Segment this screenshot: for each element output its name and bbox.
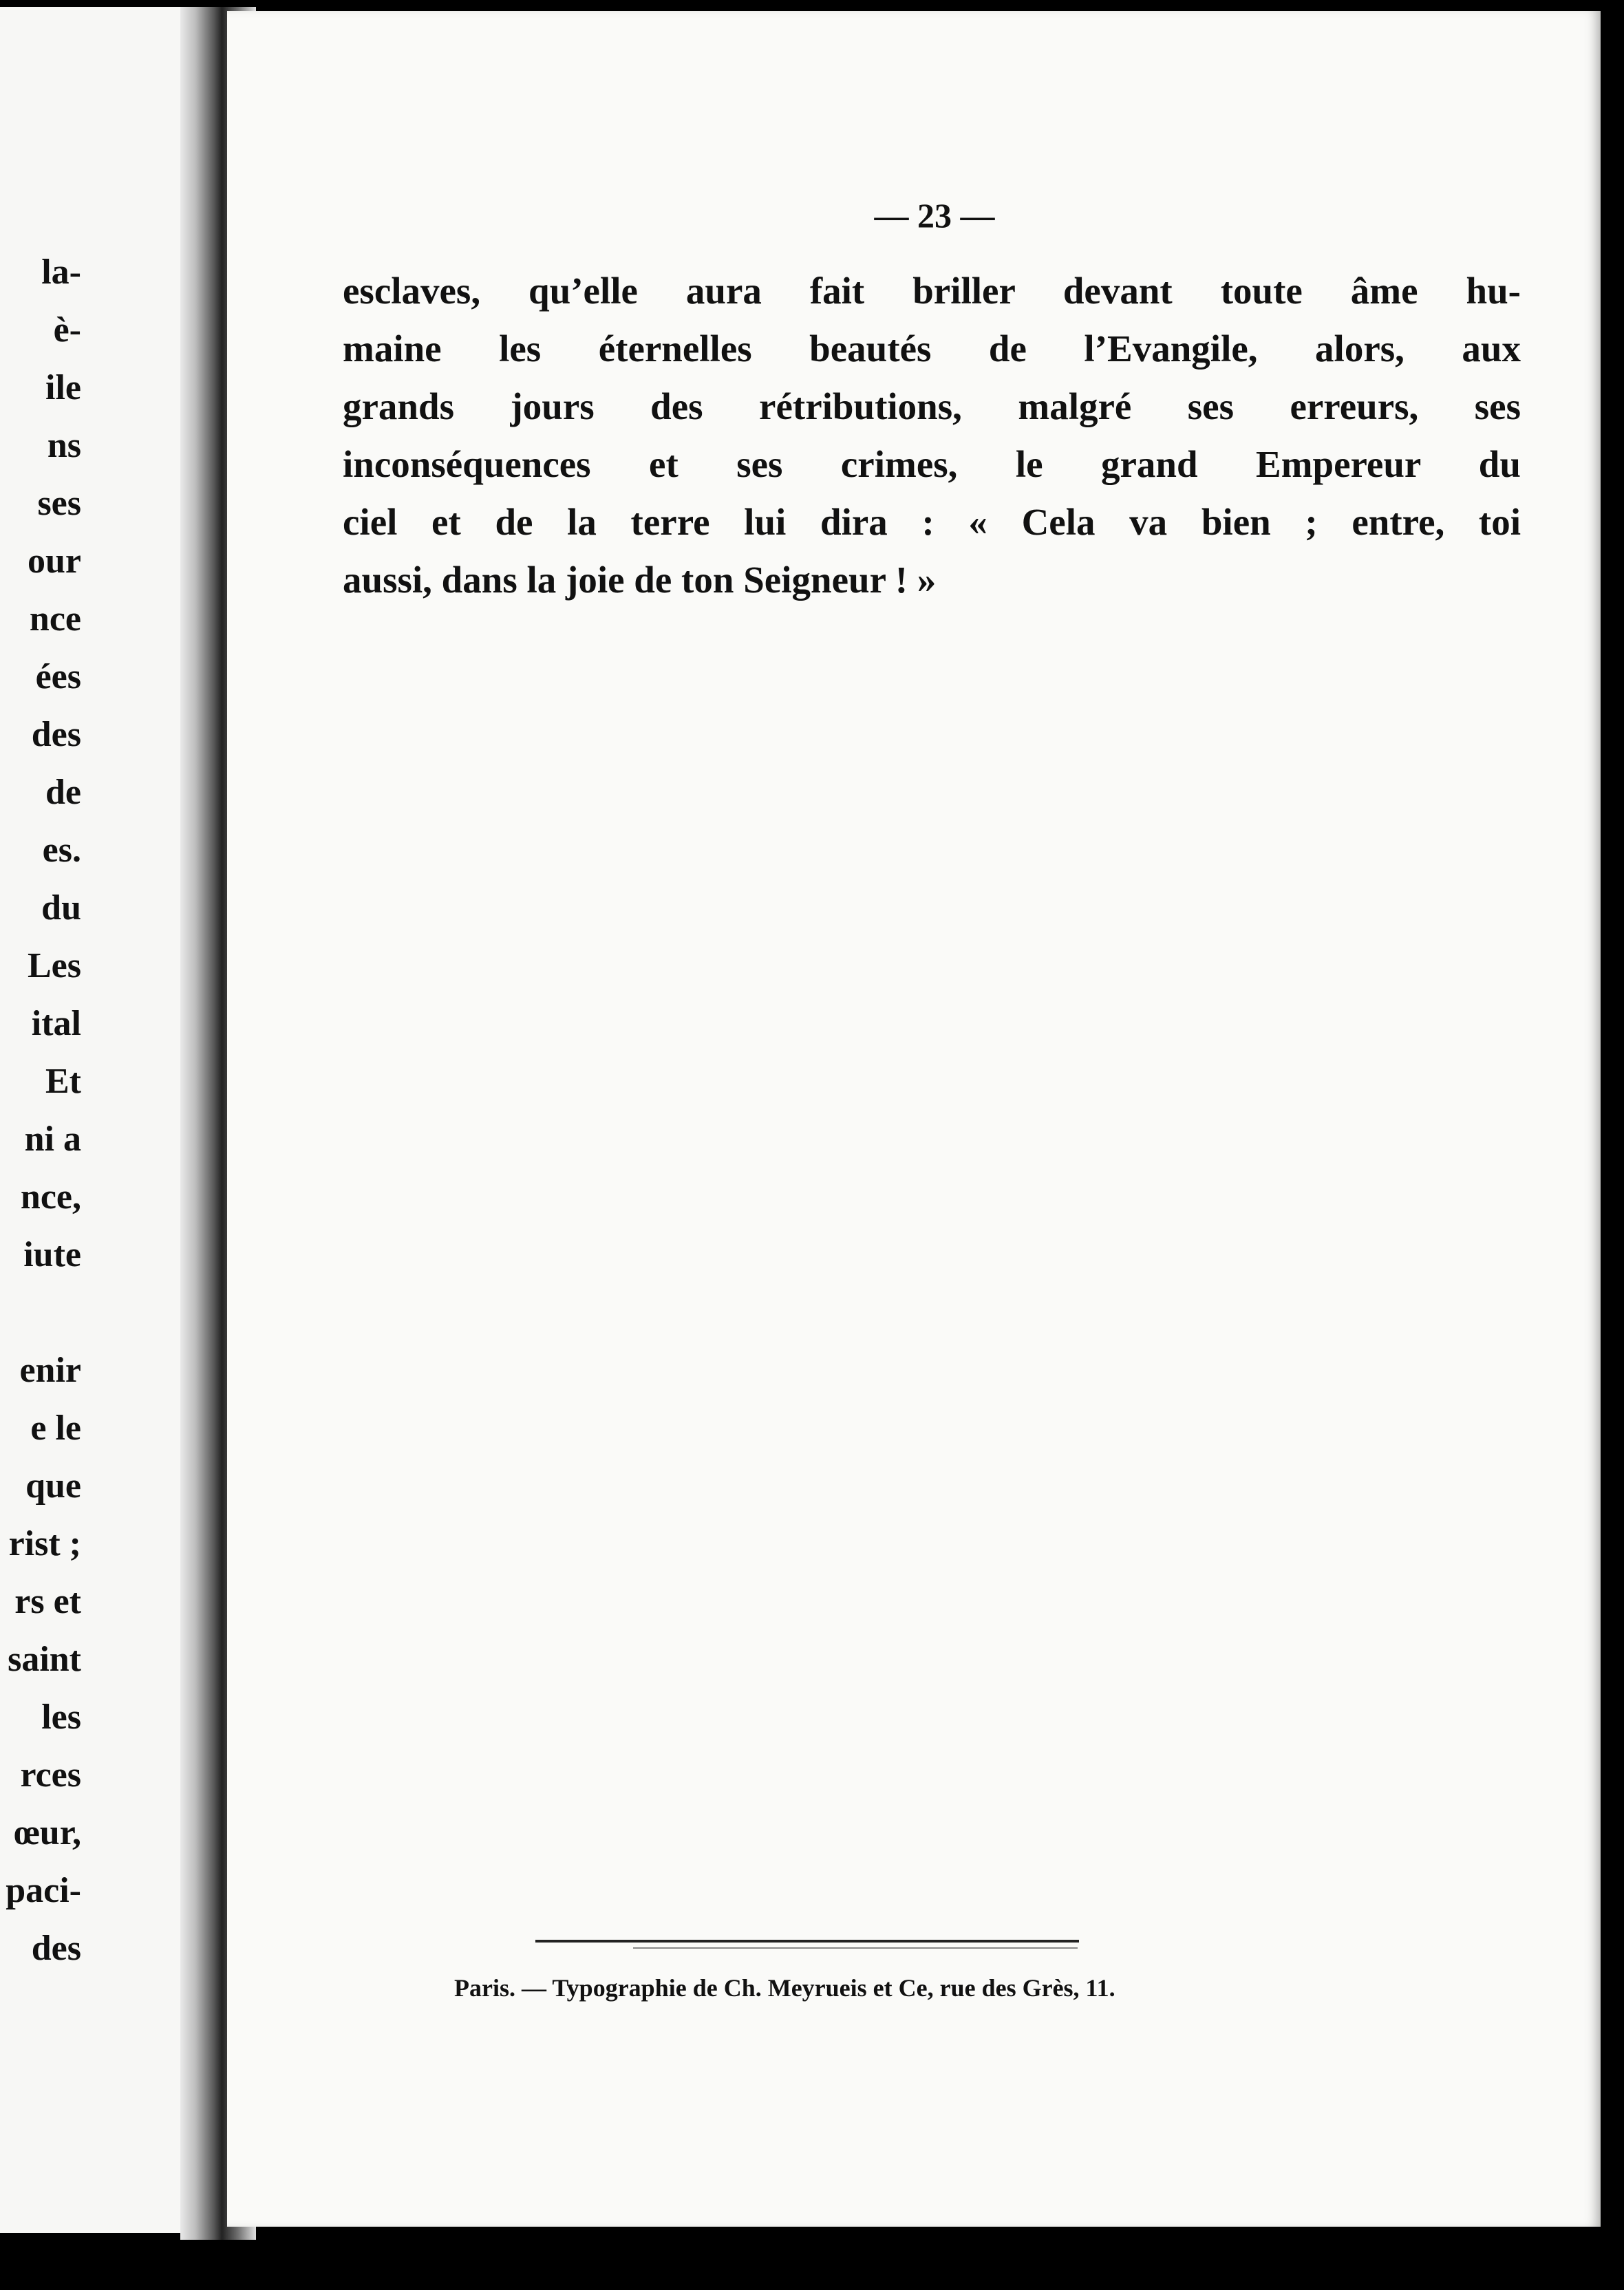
left-page-line: Les xyxy=(28,946,81,985)
body-line: esclaves, qu’elle aura fait briller devant toute âme hu- xyxy=(343,270,1521,312)
imprint-rule-secondary xyxy=(633,1947,1078,1949)
left-page-fragment xyxy=(0,7,206,2233)
left-page-line: saint xyxy=(8,1640,81,1679)
scan-border xyxy=(0,2240,1624,2290)
left-page-line: du xyxy=(41,888,81,928)
left-page-line: nce, xyxy=(20,1177,81,1217)
body-line: aussi, dans la joie de ton Seigneur ! » xyxy=(343,559,937,601)
left-page-line: è- xyxy=(53,310,81,350)
body-line: ciel et de la terre lui dira : « Cela va bien ; entre, toi xyxy=(343,501,1521,543)
body-line: inconséquences et ses crimes, le grand Empereur du xyxy=(343,443,1521,485)
left-page-line: rs et xyxy=(14,1582,81,1621)
left-page-line: rces xyxy=(20,1755,81,1795)
left-page-line: es. xyxy=(42,831,81,870)
left-page-line: des xyxy=(31,715,81,754)
body-line: maine les éternelles beautés de l’Evangile, alors, aux xyxy=(343,328,1521,370)
left-page-line: ns xyxy=(47,426,81,465)
left-page-line: ile xyxy=(45,368,81,407)
left-page-line: de xyxy=(45,773,81,812)
left-page-line: Et xyxy=(45,1062,81,1101)
left-page-line: ni a xyxy=(24,1120,81,1159)
left-page-line: que xyxy=(25,1466,81,1506)
left-page-line: des xyxy=(31,1929,81,1968)
left-page-line: la- xyxy=(41,253,81,292)
imprint-rule xyxy=(535,1940,1079,1943)
left-page-line: enir xyxy=(19,1351,81,1390)
printer-imprint: Paris. — Typographie de Ch. Meyrueis et Ce, rue des Grès, 11. xyxy=(454,1974,1115,2002)
left-page-line: e le xyxy=(30,1409,81,1448)
left-page-line: our xyxy=(28,542,81,581)
left-page-line: rist ; xyxy=(8,1524,81,1563)
right-page xyxy=(227,11,1601,2227)
page-number: — 23 — xyxy=(874,196,995,235)
left-page-line: les xyxy=(41,1698,81,1737)
left-page-line: œur, xyxy=(14,1813,81,1852)
left-page-line: ital xyxy=(31,1004,81,1043)
body-line: grands jours des rétributions, malgré ses erreurs, ses xyxy=(343,385,1521,427)
left-page-line: ées xyxy=(35,657,81,696)
body-paragraph xyxy=(343,262,1521,609)
left-page-line: paci- xyxy=(6,1871,81,1910)
left-page-line: iute xyxy=(23,1235,81,1274)
left-page-line: nce xyxy=(29,599,81,639)
left-page-line: ses xyxy=(37,484,81,523)
